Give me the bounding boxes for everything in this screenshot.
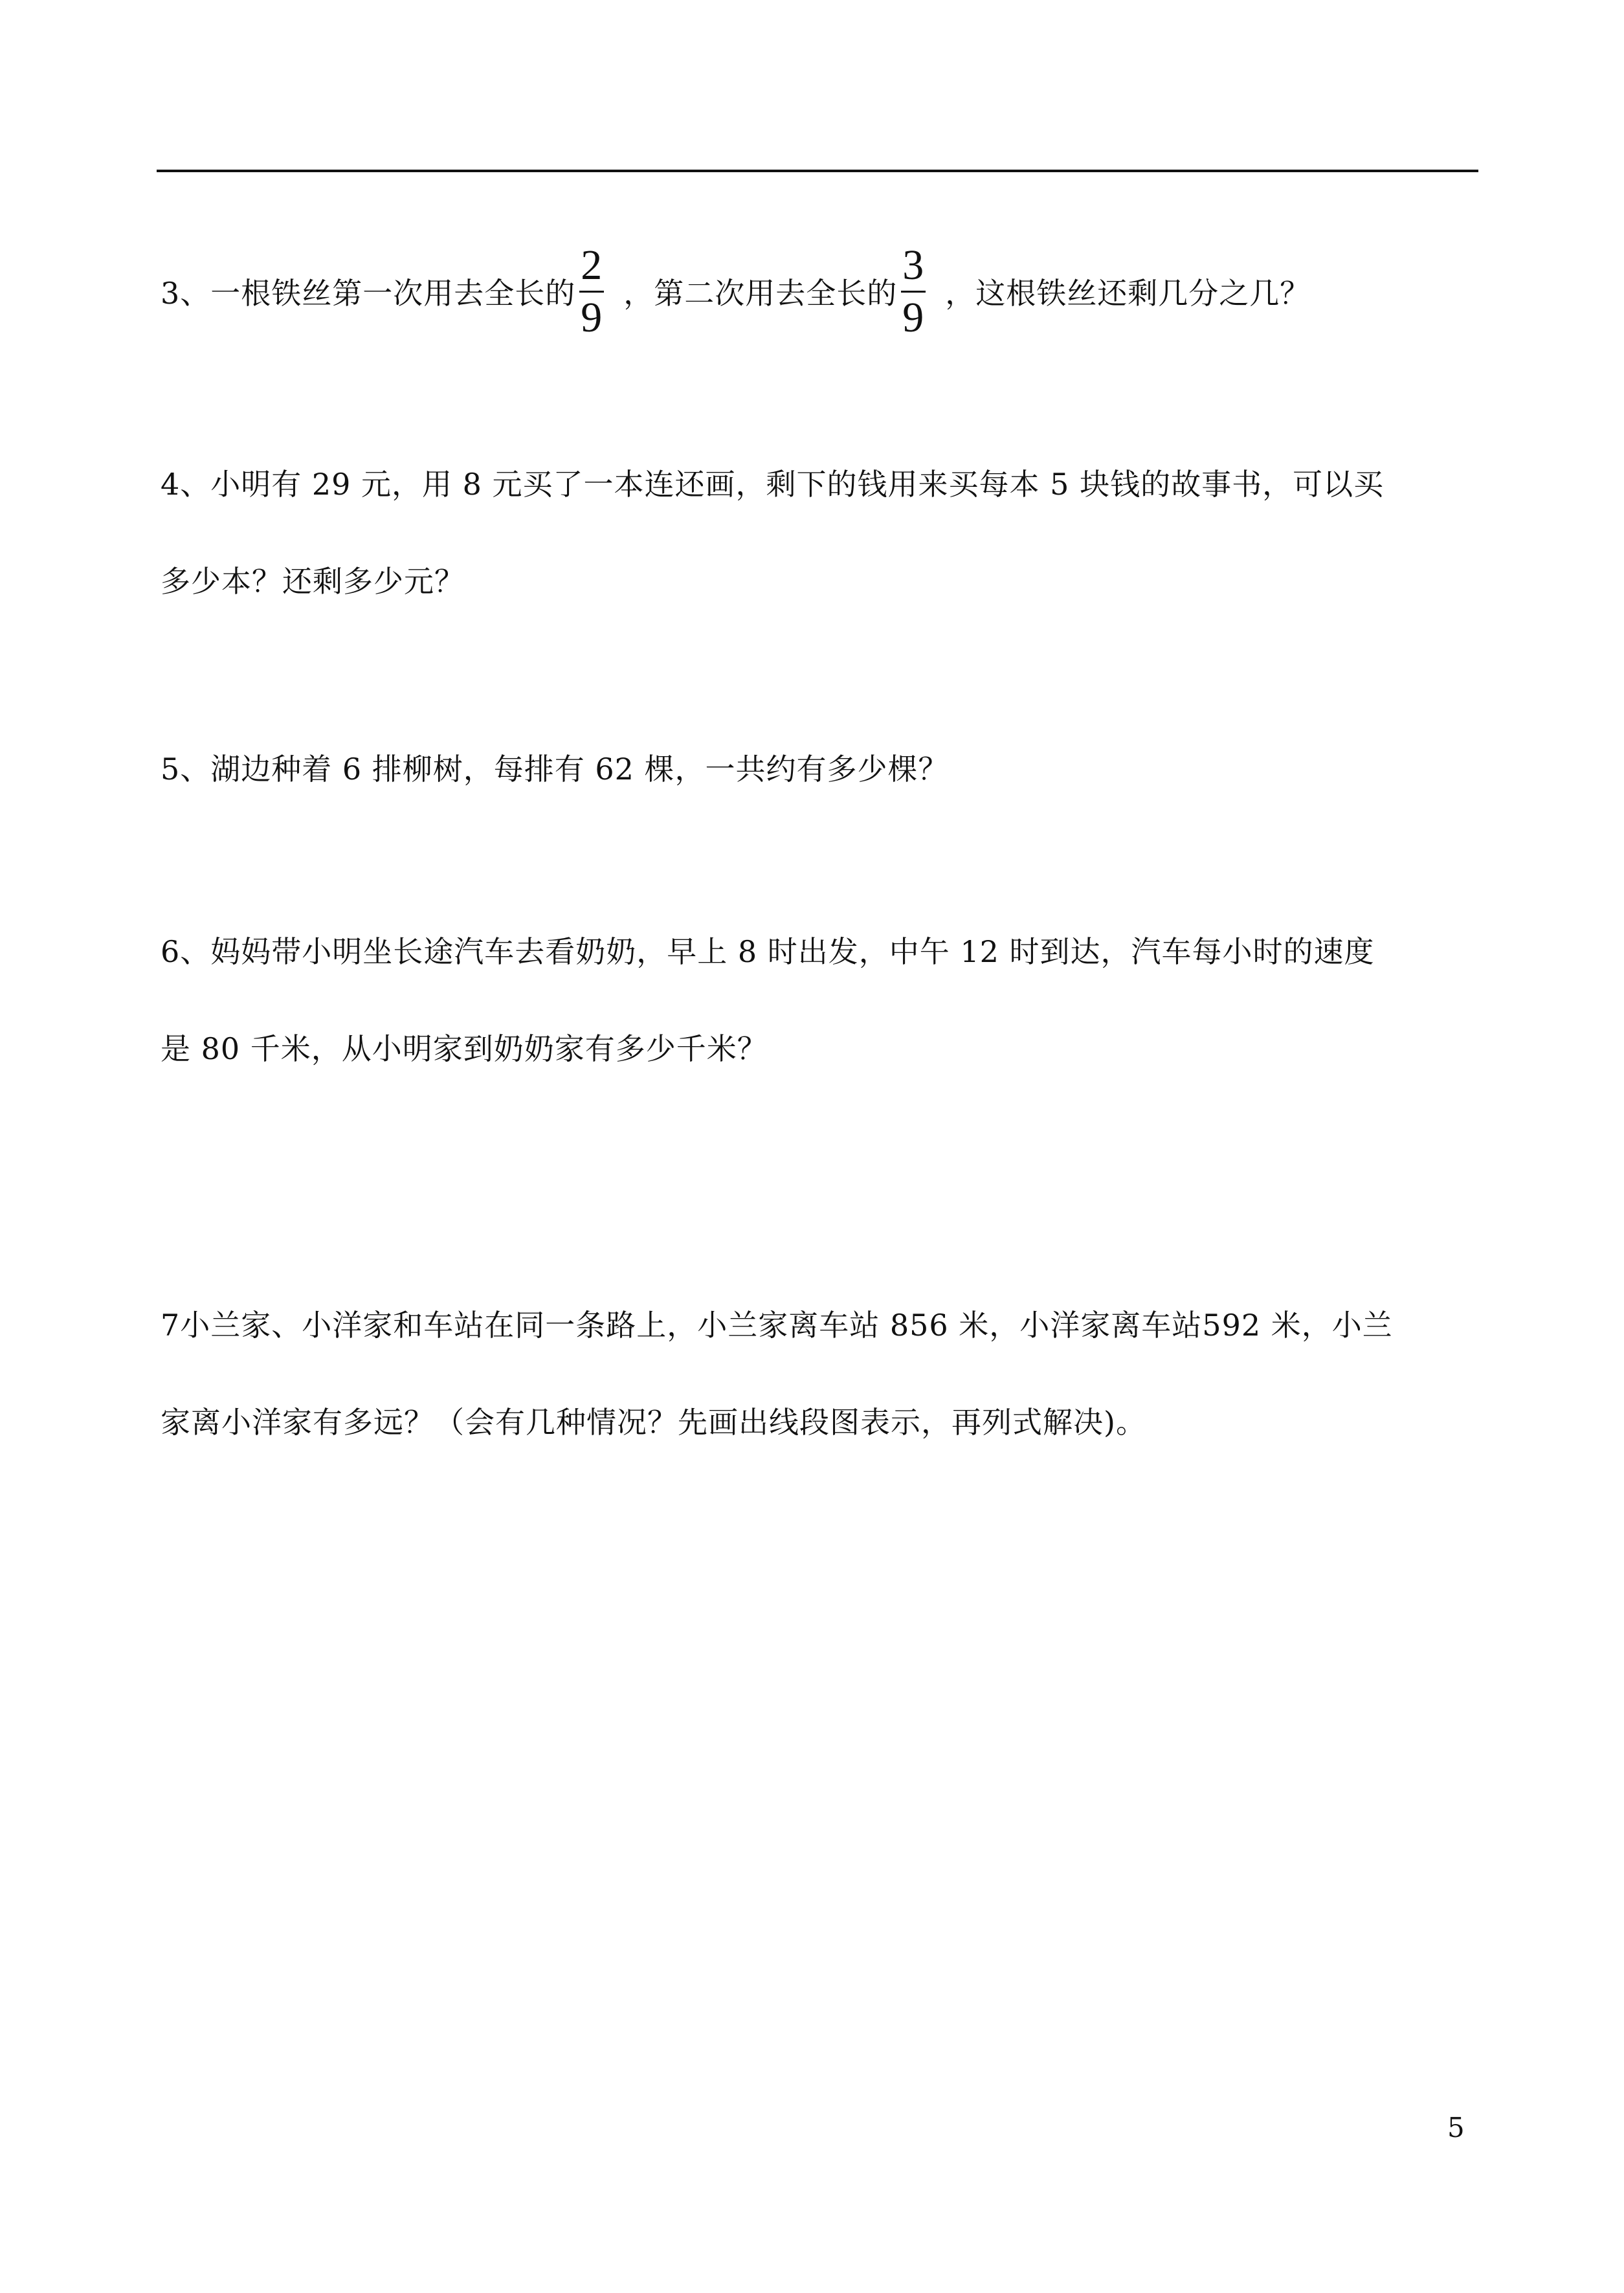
fraction-numerator: 2	[581, 241, 603, 289]
question-3	[161, 227, 1310, 356]
fraction-three-ninths	[901, 241, 926, 342]
fraction-bar	[901, 291, 926, 293]
fraction-denominator: 9	[581, 293, 603, 341]
fraction-numerator: 3	[902, 241, 925, 289]
question-3-text-c: ，这根铁丝还剩几分之几？	[945, 276, 1311, 311]
question-7-line-2: 家离小洋家有多远？（会有几种情况？先画出线段图表示，再列式解决)。	[161, 1405, 1146, 1440]
fraction-bar	[579, 291, 604, 293]
question-4-line-1: 4、小明有 29 元，用 8 元买了一本连还画，剩下的钱用来买每本 5 块钱的故事书，可以买	[161, 467, 1385, 502]
question-4-line-2: 多少本？还剩多少元？	[161, 564, 465, 599]
question-3-text-a: 3、一根铁丝第一次用去全长的	[161, 276, 576, 311]
question-7-line-1: 7小兰家、小洋家和车站在同一条路上，小兰家离车站 856 米，小洋家离车站592 米，小兰	[161, 1308, 1393, 1343]
fraction-two-ninths	[579, 241, 604, 342]
question-5-line-1: 5、湖边种着 6 排柳树，每排有 62 棵，一共约有多少棵？	[161, 752, 949, 787]
question-3-text-b: ，第二次用去全长的	[623, 276, 898, 311]
question-6-line-1: 6、妈妈带小明坐长途汽车去看奶奶，早上 8 时出发，中午 12 时到达，汽车每小时的速度	[161, 934, 1375, 969]
fraction-denominator: 9	[902, 293, 925, 341]
question-6-line-2: 是 80 千米，从小明家到奶奶家有多少千米？	[161, 1031, 768, 1066]
page-number: 5	[1447, 2112, 1465, 2143]
header-rule	[157, 170, 1478, 172]
